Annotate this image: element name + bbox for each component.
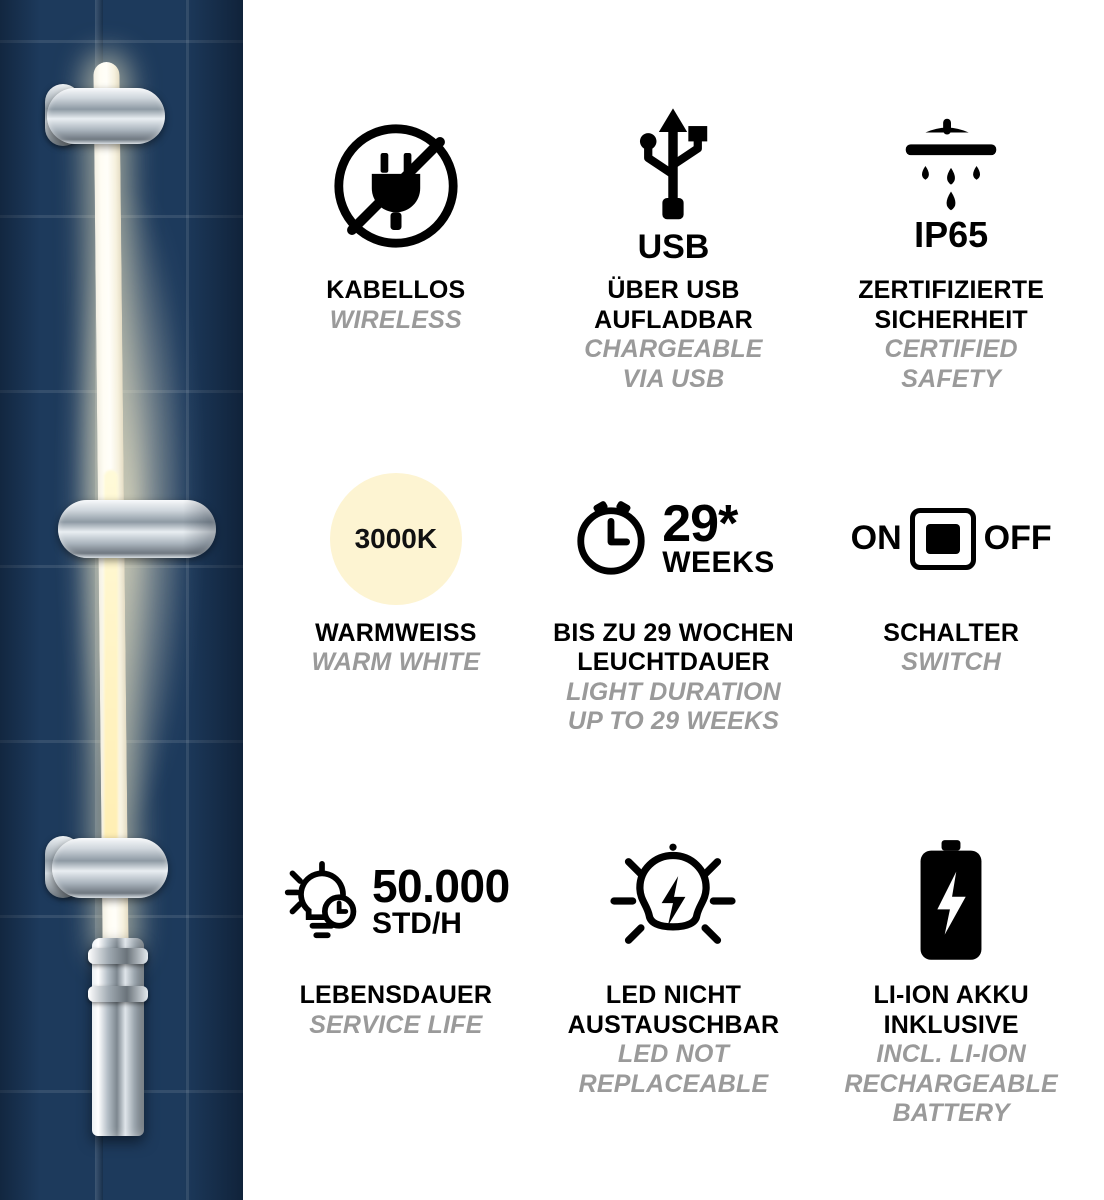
feature-title-line-2: AUFLADBAR [594, 305, 753, 334]
feature-subtitle-line-1: INCL. LI-ION [876, 1040, 1026, 1069]
chrome-base [92, 938, 144, 1136]
feature-subtitle: SWITCH [901, 648, 1002, 677]
feature-subtitle-line-2: SAFETY [901, 364, 1002, 393]
switch-icon [851, 459, 1052, 619]
chrome-bracket-top [47, 88, 165, 144]
feature-title: KABELLOS [326, 276, 466, 304]
usb-icon-label: USB [637, 227, 710, 266]
feature-switch [812, 459, 1090, 822]
feature-title-line-1: BIS ZU 29 WOCHEN [553, 618, 794, 647]
feature-usb-chargeable [535, 96, 813, 459]
feature-title-line-1: LI-ION AKKU [873, 981, 1029, 1010]
feature-battery-included [812, 821, 1090, 1184]
feature-title: LEBENSDAUER [299, 981, 493, 1010]
feature-title-line-2: SICHERHEIT [874, 305, 1028, 334]
feature-certified-safety [812, 96, 1090, 459]
bulb-clock-icon [282, 860, 362, 942]
feature-subtitle-line-1: CERTIFIED [884, 335, 1018, 363]
feature-warm-white [257, 459, 535, 822]
service-life-unit: STD/H [371, 907, 462, 941]
feature-subtitle-line-2: VIA USB [622, 364, 725, 393]
feature-title-line-2: INKLUSIVE [883, 1010, 1019, 1039]
weeks-value: 29* [662, 494, 738, 553]
feature-subtitle: SERVICE LIFE [309, 1010, 483, 1039]
chrome-bracket-bottom [52, 838, 168, 898]
clock-icon-group [572, 459, 775, 619]
feature-led-not-replaceable [535, 821, 813, 1184]
feature-subtitle-line-2: UP TO 29 WEEKS [567, 707, 780, 736]
usb-icon [630, 96, 716, 276]
feature-title-line-1: LED NICHT [605, 981, 742, 1010]
feature-subtitle-line-1: LED NOT [617, 1040, 730, 1069]
feature-wireless [257, 96, 535, 459]
bulb-clock-icon-group [282, 821, 510, 981]
feature-title-line-2: AUSTAUSCHBAR [567, 1010, 780, 1039]
feature-title-line-1: ÜBER USB [607, 276, 740, 304]
clock-icon [572, 500, 650, 578]
water-splash-icon [892, 96, 1010, 276]
ip-rating-label: IP65 [914, 214, 989, 255]
feature-title-line-1: ZERTIFIZIERTE [858, 276, 1045, 304]
chrome-base-ring-lower [88, 986, 148, 1002]
feature-grid [243, 0, 1104, 1200]
no-plug-icon [330, 96, 462, 276]
color-temperature-value: 3000K [330, 473, 462, 605]
feature-title-line-2: LEUCHTDAUER [577, 648, 770, 677]
led-not-replaceable-icon [605, 821, 741, 981]
chrome-base-ring-upper [88, 948, 148, 964]
switch-off-label: OFF [983, 519, 1052, 558]
switch-on-label: ON [850, 519, 902, 558]
battery-icon [914, 821, 988, 981]
feature-title: WARMWEISS [315, 618, 477, 647]
feature-title: SCHALTER [883, 618, 1020, 647]
photo-left-vignette [0, 0, 40, 1200]
weeks-unit: WEEKS [662, 545, 775, 579]
feature-subtitle-line-1: LIGHT DURATION [566, 677, 781, 706]
color-temperature-badge [330, 459, 462, 619]
service-life-value: 50.000 [371, 860, 510, 913]
feature-light-duration [535, 459, 813, 822]
feature-subtitle-line-2: REPLACEABLE [578, 1069, 769, 1098]
feature-subtitle-line-1: CHARGEABLE [584, 335, 763, 363]
feature-subtitle-line-3: BATTERY [892, 1099, 1010, 1128]
product-photo [0, 0, 243, 1200]
feature-subtitle: WARM WHITE [311, 648, 481, 677]
feature-subtitle-line-2: RECHARGEABLE [844, 1069, 1058, 1098]
feature-service-life [257, 821, 535, 1184]
photo-right-vignette [183, 0, 243, 1200]
feature-subtitle: WIRELESS [329, 305, 462, 334]
switch-graphic [910, 508, 976, 570]
